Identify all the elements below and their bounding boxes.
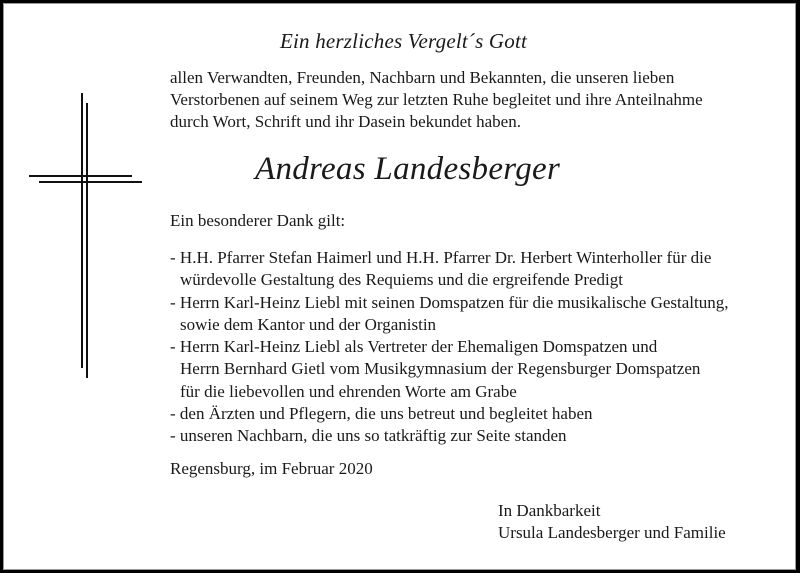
intro-line: durch Wort, Schrift und ihr Dasein bekundet haben. (170, 112, 521, 131)
notice-heading: Ein herzliches Vergelt´s Gott (280, 29, 528, 53)
cross-vertical-bar-right (86, 103, 88, 378)
thanks-line: sowie dem Kantor und der Organistin (180, 314, 437, 334)
thanks-line: Herrn Bernhard Gietl vom Musikgymnasium der Regensburger Domspatzen (180, 359, 701, 379)
cross-horizontal-bar-top (29, 175, 132, 177)
intro-paragraph (170, 67, 703, 133)
intro-line: Verstorbenen auf seinem Weg zur letzten Ruhe begleitet und ihre Anteilnahme (170, 90, 703, 109)
intro-line: allen Verwandten, Freunden, Nachbarn und Bekannten, die unseren lieben (170, 68, 675, 87)
obituary-thank-you-notice (3, 3, 796, 570)
deceased-name: Andreas Landesberger (255, 151, 561, 187)
signoff-signature: Ursula Landesberger und Familie (498, 523, 726, 542)
thanks-line: würdevolle Gestaltung des Requiems und die ergreifende Predigt (180, 270, 623, 290)
thanks-line: für die liebevollen und ehrenden Worte am Grabe (180, 381, 517, 401)
thanks-line: - H.H. Pfarrer Stefan Haimerl und H.H. Pfarrer Dr. Herbert Winterholler für die (170, 248, 712, 267)
thanks-list (170, 247, 728, 448)
place-and-date: Regensburg, im Februar 2020 (170, 459, 373, 478)
cross-horizontal-bar-bottom (39, 181, 142, 183)
cross-vertical-bar-left (81, 93, 83, 368)
thanks-line: - Herrn Karl-Heinz Liebl als Vertreter der Ehemaligen Domspatzen und (170, 337, 658, 357)
thanks-line: - Herrn Karl-Heinz Liebl mit seinen Domspatzen für die musikalische Gestaltung, (170, 292, 729, 312)
signoff (498, 500, 726, 544)
signoff-line: In Dankbarkeit (498, 501, 601, 520)
thanks-line: - unseren Nachbarn, die uns so tatkräftig zur Seite standen (170, 426, 567, 446)
thanks-intro: Ein besonderer Dank gilt: (170, 211, 346, 230)
thanks-line: - den Ärzten und Pflegern, die uns betreut und begleitet haben (170, 404, 593, 424)
